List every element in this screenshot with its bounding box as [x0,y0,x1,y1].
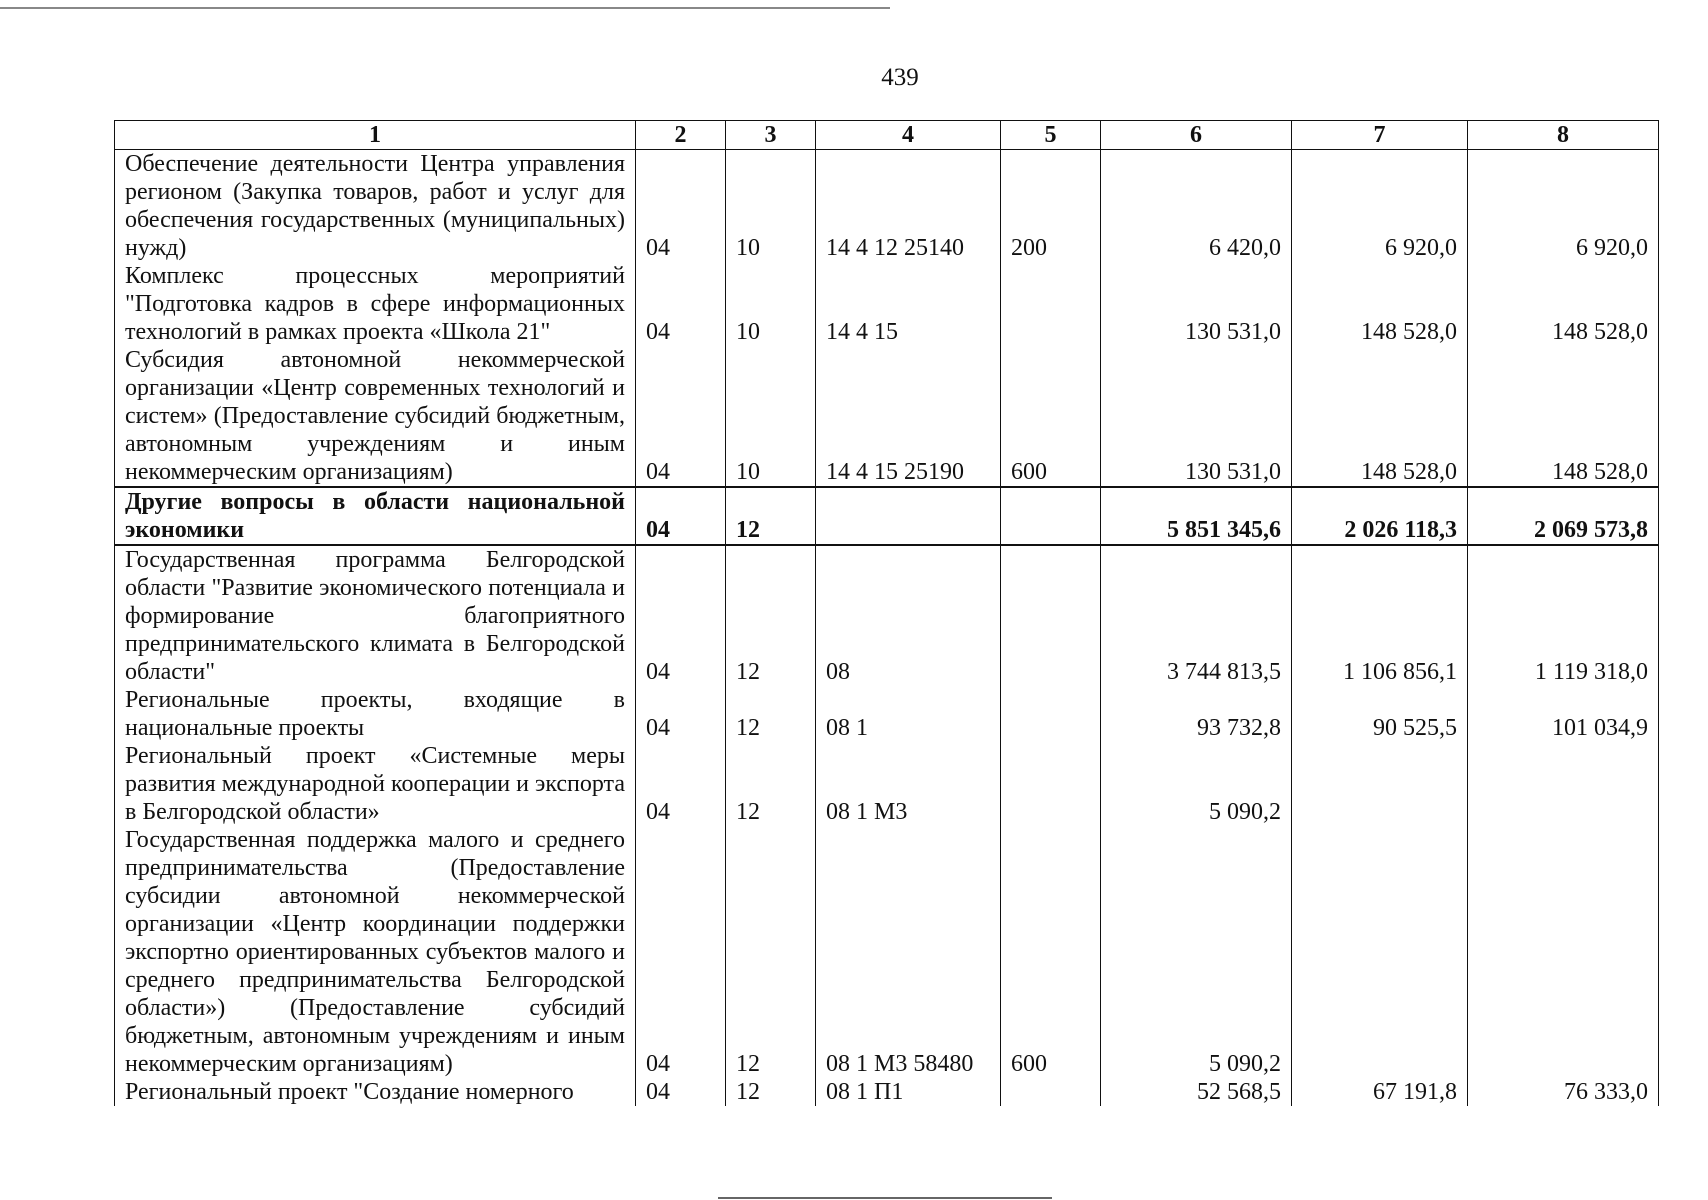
cell-amount-8: 6 920,0 [1468,150,1659,263]
table-header-row [115,121,1659,150]
cell-amount-6: 5 090,2 [1101,742,1292,826]
column-header: 5 [1001,121,1101,150]
cell-amount-8: 148 528,0 [1468,262,1659,346]
cell-amount-8 [1468,742,1659,826]
cell-amount-8 [1468,826,1659,1078]
cell-amount-7 [1292,742,1468,826]
cell-subsection: 12 [726,487,816,545]
cell-amount-6: 130 531,0 [1101,262,1292,346]
cell-subsection: 12 [726,686,816,742]
table-row [115,1078,1659,1106]
cell-amount-7: 148 528,0 [1292,346,1468,487]
cell-subsection: 12 [726,742,816,826]
cell-section: 04 [636,545,726,686]
cell-amount-7: 6 920,0 [1292,150,1468,263]
cell-target-article: 08 1 M3 58480 [816,826,1001,1078]
cell-section: 04 [636,150,726,263]
row-name: Региональный проект "Создание номерного [115,1078,636,1106]
cell-section: 04 [636,346,726,487]
cell-amount-6: 6 420,0 [1101,150,1292,263]
cell-subsection: 10 [726,150,816,263]
cell-amount-6: 130 531,0 [1101,346,1292,487]
table-row-subtotal [115,487,1659,545]
cell-amount-7: 1 106 856,1 [1292,545,1468,686]
cell-subsection: 10 [726,262,816,346]
cell-expense-type: 600 [1001,826,1101,1078]
cell-amount-6: 52 568,5 [1101,1078,1292,1106]
table-row [115,346,1659,487]
bottom-rule [718,1197,1052,1199]
cell-expense-type [1001,545,1101,686]
cell-amount-6: 3 744 813,5 [1101,545,1292,686]
column-header: 4 [816,121,1001,150]
cell-amount-8: 1 119 318,0 [1468,545,1659,686]
cell-amount-7 [1292,826,1468,1078]
cell-amount-8: 76 333,0 [1468,1078,1659,1106]
budget-table [114,120,1659,1106]
cell-amount-6: 5 090,2 [1101,826,1292,1078]
table-row [115,150,1659,263]
cell-expense-type [1001,1078,1101,1106]
cell-expense-type [1001,742,1101,826]
table-row [115,826,1659,1078]
table-row [115,545,1659,686]
column-header: 8 [1468,121,1659,150]
cell-amount-7: 90 525,5 [1292,686,1468,742]
row-name: Другие вопросы в области национальной экономики [115,487,636,545]
row-name: Государственная программа Белгородской области "Развитие экономического потенциала и формирование благоприятного предпринимательского климата в Белгородской области" [115,545,636,686]
cell-amount-8: 2 069 573,8 [1468,487,1659,545]
cell-target-article [816,487,1001,545]
cell-subsection: 12 [726,1078,816,1106]
table-row [115,686,1659,742]
row-name: Региональный проект «Системные меры развития международной кооперации и экспорта в Белгородской области» [115,742,636,826]
column-header: 6 [1101,121,1292,150]
cell-section: 04 [636,826,726,1078]
cell-subsection: 10 [726,346,816,487]
cell-target-article: 14 4 15 25190 [816,346,1001,487]
cell-subsection: 12 [726,826,816,1078]
cell-amount-7: 67 191,8 [1292,1078,1468,1106]
cell-target-article: 08 1 [816,686,1001,742]
cell-subsection: 12 [726,545,816,686]
cell-target-article: 08 [816,545,1001,686]
row-name: Региональные проекты, входящие в национальные проекты [115,686,636,742]
cell-expense-type [1001,262,1101,346]
row-name: Субсидия автономной некоммерческой организации «Центр современных технологий и систем» (Предоставление субсидий бюджетным, автономным учреждениям и иным некоммерческим организациям) [115,346,636,487]
page-number: 439 [881,64,919,91]
row-name: Комплекс процессных мероприятий "Подготовка кадров в сфере информационных технологий в рамках проекта «Школа 21" [115,262,636,346]
cell-amount-8: 148 528,0 [1468,346,1659,487]
cell-expense-type: 200 [1001,150,1101,263]
column-header: 2 [636,121,726,150]
table-row [115,742,1659,826]
cell-target-article: 14 4 12 25140 [816,150,1001,263]
column-header: 1 [115,121,636,150]
cell-expense-type: 600 [1001,346,1101,487]
cell-section: 04 [636,686,726,742]
cell-amount-6: 5 851 345,6 [1101,487,1292,545]
cell-target-article: 14 4 15 [816,262,1001,346]
cell-amount-7: 148 528,0 [1292,262,1468,346]
table-row [115,262,1659,346]
cell-amount-8: 101 034,9 [1468,686,1659,742]
row-name: Обеспечение деятельности Центра управления регионом (Закупка товаров, работ и услуг для обеспечения государственных (муниципальных) нужд) [115,150,636,263]
cell-section: 04 [636,1078,726,1106]
cell-amount-7: 2 026 118,3 [1292,487,1468,545]
top-rule [0,7,890,9]
cell-section: 04 [636,487,726,545]
cell-target-article: 08 1 M3 [816,742,1001,826]
cell-expense-type [1001,487,1101,545]
row-name: Государственная поддержка малого и среднего предпринимательства (Предоставление субсидии автономной некоммерческой организации «Центр координации поддержки экспортно ориентированных субъектов малого и среднего предпринимательства Белгородской области») (Предоставление субсидий бюджетным, автономным учреждениям и иным некоммерческим организациям) [115,826,636,1078]
cell-target-article: 08 1 П1 [816,1078,1001,1106]
column-header: 7 [1292,121,1468,150]
cell-amount-6: 93 732,8 [1101,686,1292,742]
column-header: 3 [726,121,816,150]
cell-section: 04 [636,742,726,826]
cell-expense-type [1001,686,1101,742]
cell-section: 04 [636,262,726,346]
